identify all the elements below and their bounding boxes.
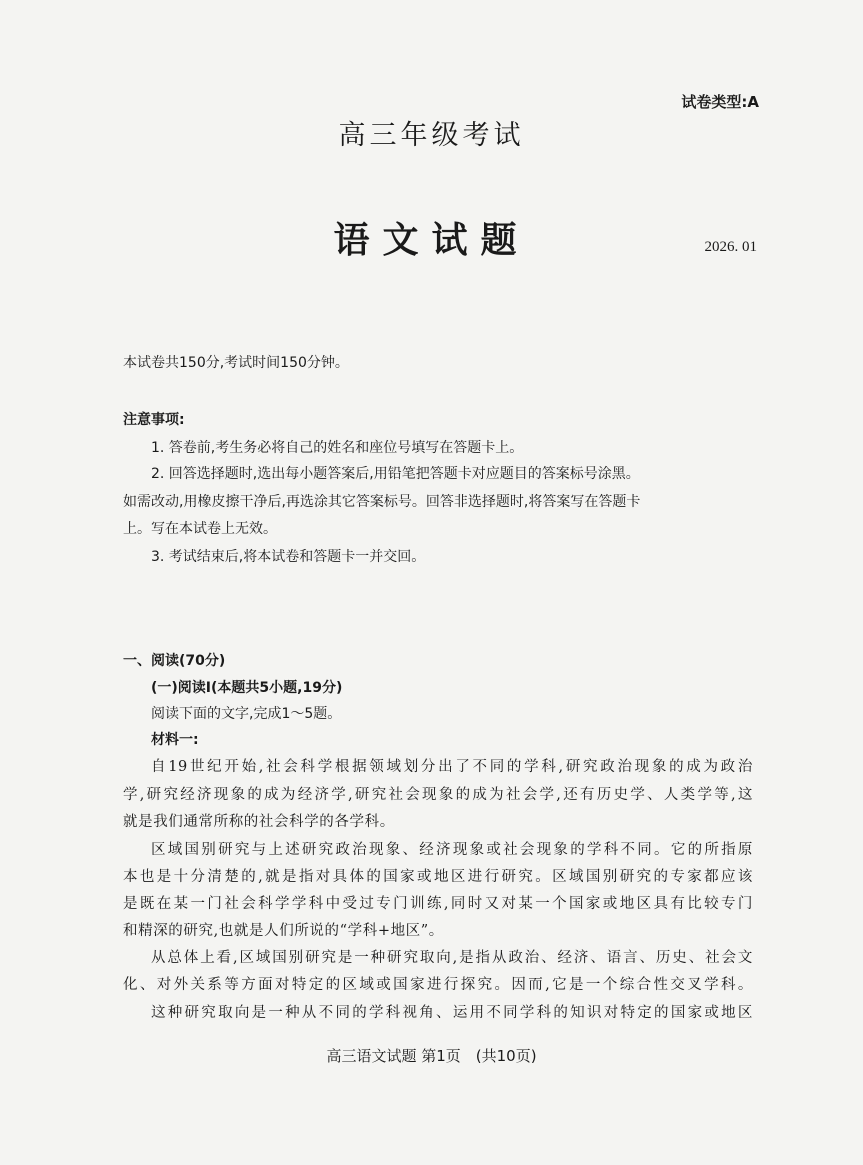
passage-line: 自19世纪开始,社会科学根据领域划分出了不同的学科,研究政治现象的成为政治	[151, 759, 753, 775]
passage-line: 本也是十分清楚的,就是指对具体的国家或地区进行研究。区域国别研究的专家都应该	[123, 869, 753, 885]
paper-type-label: 试卷类型:A	[681, 93, 759, 111]
notes-title: 注意事项:	[123, 412, 185, 428]
passage-line: 是既在某一门社会科学学科中受过专门训练,同时又对某一个国家或地区具有比较专门	[123, 896, 753, 912]
exam-date: 2026. 01	[704, 239, 757, 255]
note-item-2-continued: 如需改动,用橡皮擦干净后,再选涂其它答案标号。回答非选择题时,将答案写在答题卡	[123, 494, 641, 510]
passage-line: 这种研究取向是一种从不同的学科视角、运用不同学科的知识对特定的国家或地区	[151, 1005, 753, 1021]
passage-line: 和精深的研究,也就是人们所说的“学科+地区”。	[123, 923, 444, 939]
note-item-3: 3. 考试结束后,将本试卷和答题卡一并交回。	[151, 549, 426, 565]
subject-title: 语文试题	[333, 219, 530, 261]
note-item-1: 1. 答卷前,考生务必将自己的姓名和座位号填写在答题卡上。	[151, 440, 524, 456]
note-item-2: 2. 回答选择题时,选出每小题答案后,用铅笔把答题卡对应题目的答案标号涂黑。	[151, 466, 640, 482]
page-footer: 高三语文试题 第1页 (共10页)	[326, 1047, 537, 1065]
exam-name: 高三年级考试	[338, 120, 525, 151]
passage-line: 化、对外关系等方面对特定的区域或国家进行探究。因而,它是一个综合性交叉学科。	[123, 977, 753, 993]
section-title: 一、阅读(70分)	[123, 653, 226, 669]
intro-text: 本试卷共150分,考试时间150分钟。	[123, 355, 349, 371]
passage-line: 就是我们通常所称的社会科学的各学科。	[123, 814, 395, 830]
note-item-2-end: 上。写在本试卷上无效。	[123, 521, 277, 537]
passage-line: 区域国别研究与上述研究政治现象、经济现象或社会现象的学科不同。它的所指原	[151, 842, 753, 858]
section-instruction: 阅读下面的文字,完成1～5题。	[151, 706, 342, 722]
section-subtitle: (一)阅读Ⅰ(本题共5小题,19分)	[151, 680, 343, 696]
passage-line: 学,研究经济现象的成为经济学,研究社会现象的成为社会学,还有历史学、人类学等,这	[123, 787, 753, 803]
material-label: 材料一:	[151, 732, 199, 748]
passage-line: 从总体上看,区域国别研究是一种研究取向,是指从政治、经济、语言、历史、社会文	[151, 950, 753, 966]
